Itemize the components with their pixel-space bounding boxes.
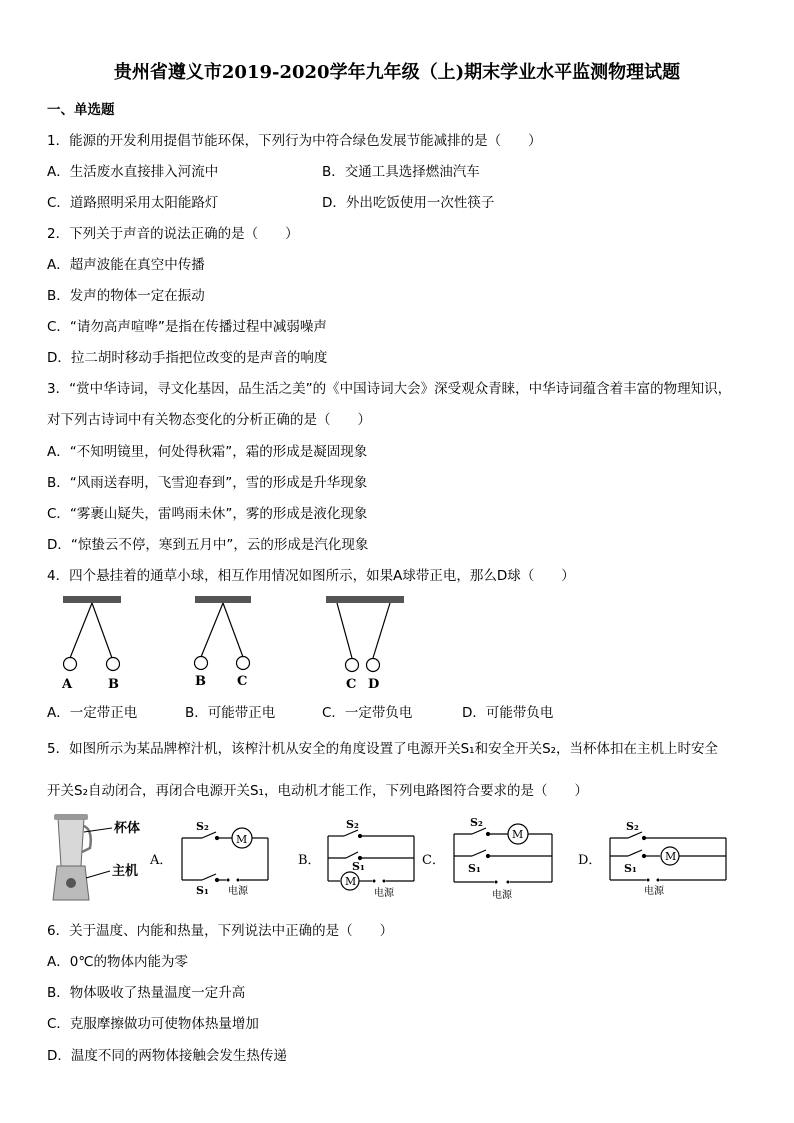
q6-option-a[interactable]: A．0℃的物体内能为零 [47, 954, 188, 970]
ball-label: A [62, 677, 73, 692]
q5-circuits-figure [40, 808, 760, 908]
q6-option-b[interactable]: B．物体吸收了热量温度一定升高 [47, 985, 246, 1001]
support-bar [326, 596, 404, 603]
q4-option-d[interactable]: D．可能带负电 [462, 705, 554, 721]
base-label: 主机 [112, 864, 139, 879]
power-label: 电源 [644, 886, 664, 897]
option-label-c: C． [422, 853, 445, 868]
switch-s1-label: S₁ [624, 862, 637, 875]
q3-option-a[interactable]: A．“不知明镜里，何处得秋霜”，霜的形成是凝固现象 [47, 444, 368, 460]
q3-option-d[interactable]: D．“惊蛰云不停，寒到五月中”，云的形成是汽化现象 [47, 537, 369, 553]
ball-b [195, 657, 208, 670]
q2-option-b[interactable]: B．发声的物体一定在振动 [47, 288, 205, 304]
option-label-b: B． [298, 853, 321, 868]
q3-option-b[interactable]: B．“风雨送春明，飞雪迎春到”，雪的形成是升华现象 [47, 475, 368, 491]
q4-option-a[interactable]: A．一定带正电 [47, 705, 138, 721]
ball-label: B [108, 677, 119, 692]
option-label-a: A． [150, 853, 173, 868]
q1-option-b[interactable]: B．交通工具选择燃油汽车 [322, 164, 480, 180]
q1-option-c[interactable]: C．道路照明采用太阳能路灯 [47, 195, 219, 211]
q6-stem: 6．关于温度、内能和热量，下列说法中正确的是（ ） [47, 923, 394, 939]
motor-label: M [665, 850, 677, 863]
switch-s1-label: S₁ [196, 884, 209, 897]
support-bar [63, 596, 121, 603]
ball-b [107, 658, 120, 671]
q1-stem: 1．能源的开发利用提倡节能环保，下列行为中符合绿色发展节能减排的是（ ） [47, 133, 542, 149]
q2-option-a[interactable]: A．超声波能在真空中传播 [47, 257, 205, 273]
q3-stem-line2: 对下列古诗词中有关物态变化的分析正确的是（ ） [47, 412, 371, 428]
q4-option-c[interactable]: C．一定带负电 [322, 705, 413, 721]
switch-s1-label: S₁ [352, 860, 365, 873]
motor-label: M [512, 828, 524, 841]
ball-label: C [237, 674, 248, 689]
q2-stem: 2．下列关于声音的说法正确的是（ ） [47, 226, 299, 242]
support-bar [195, 596, 251, 603]
ball-c [346, 659, 359, 672]
q2-option-c[interactable]: C．“请勿高声喧哗”是指在传播过程中减弱噪声 [47, 319, 327, 335]
ball-label: B [195, 674, 206, 689]
q1-option-a[interactable]: A．生活废水直接排入河流中 [47, 164, 219, 180]
q3-option-c[interactable]: C．“雾裹山疑失，雷鸣雨未休”，雾的形成是液化现象 [47, 506, 368, 522]
circuit-b[interactable] [328, 830, 414, 890]
power-label: 电源 [374, 888, 394, 899]
cup-label: 杯体 [114, 821, 141, 836]
option-label-d: D． [578, 853, 602, 868]
ball-label: C [346, 677, 357, 692]
q6-option-d[interactable]: D．温度不同的两物体接触会发生热传递 [47, 1048, 287, 1064]
q4-option-b[interactable]: B．可能带正电 [185, 705, 276, 721]
switch-s1-label: S₁ [468, 862, 481, 875]
q6-option-c[interactable]: C．克服摩擦做功可使物体热量增加 [47, 1016, 259, 1032]
switch-s2-label: S₂ [470, 816, 483, 829]
juicer-illustration [53, 814, 91, 900]
q5-stem-line2: 开关S₂自动闭合，再闭合电源开关S₁，电动机才能工作，下列电路图符合要求的是（ ） [47, 783, 588, 799]
q2-option-d[interactable]: D．拉二胡时移动手指把位改变的是声音的响度 [47, 350, 328, 366]
circuit-a[interactable] [182, 828, 268, 882]
motor-label: M [236, 833, 248, 846]
q4-stem: 4．四个悬挂着的通草小球，相互作用情况如图所示，如果A球带正电，那么D球（ ） [47, 568, 575, 584]
page-title: 贵州省遵义市2019-2020学年九年级（上)期末学业水平监测物理试题 [113, 62, 681, 83]
ball-c [237, 657, 250, 670]
switch-s2-label: S₂ [196, 820, 209, 833]
q4-balls-figure [40, 592, 420, 692]
power-label: 电源 [228, 886, 248, 897]
power-label: 电源 [492, 890, 512, 901]
q3-stem-line1: 3．“赏中华诗词，寻文化基因，品生活之美”的《中国诗词大会》深受观众青睐，中华诗词蕴含着丰富的物理知识， [47, 381, 732, 397]
switch-s2-label: S₂ [626, 820, 639, 833]
section-heading: 一、单选题 [47, 102, 115, 118]
ball-d [367, 659, 380, 672]
q5-stem-line1: 5．如图所示为某品牌榨汁机，该榨汁机从安全的角度设置了电源开关S₁和安全开关S₂，当杯体扣在主机上时安全 [47, 741, 719, 757]
ball-a [64, 658, 77, 671]
q1-option-d[interactable]: D．外出吃饭使用一次性筷子 [322, 195, 495, 211]
switch-s2-label: S₂ [346, 818, 359, 831]
motor-label: M [345, 875, 357, 888]
ball-label: D [368, 677, 380, 692]
